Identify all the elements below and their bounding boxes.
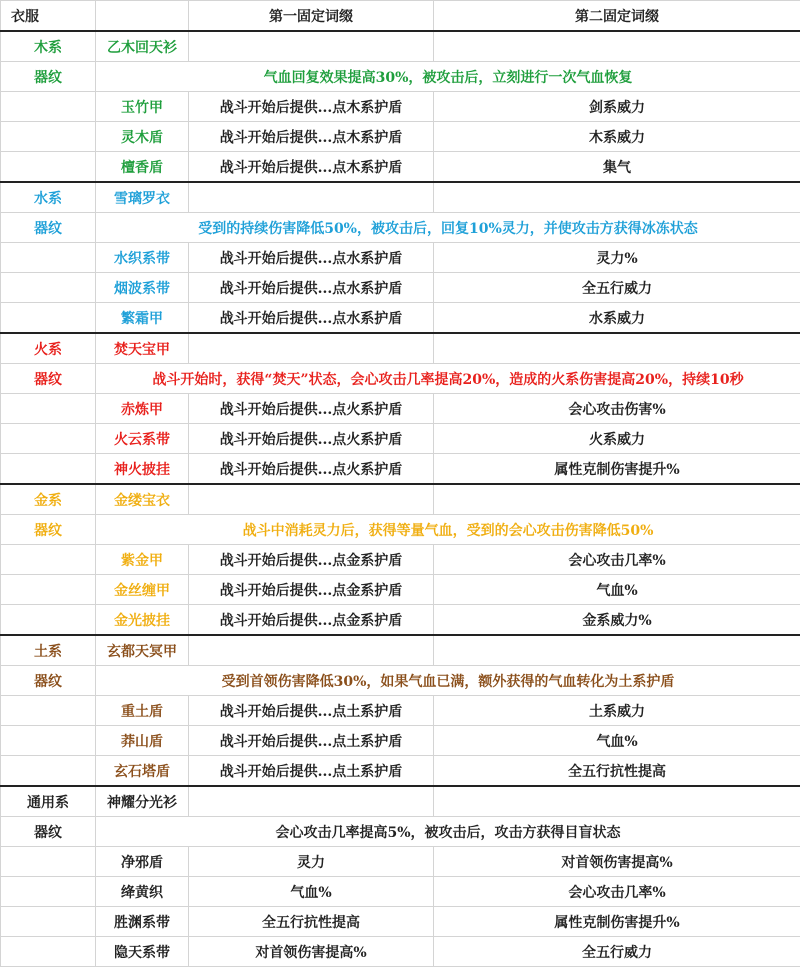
affix-1: 灵力 xyxy=(189,847,434,877)
affix-2: 对首领伤害提高% xyxy=(434,847,800,877)
element-row xyxy=(1,182,800,213)
item-row xyxy=(1,756,800,787)
element-name: 通用系 xyxy=(1,786,96,817)
item-row xyxy=(1,394,800,424)
empty-cell xyxy=(434,31,800,62)
affix-1: 对首领伤害提高% xyxy=(189,937,434,967)
empty-cell xyxy=(189,182,434,213)
wen-label: 器纹 xyxy=(1,817,96,847)
empty-cell xyxy=(1,545,96,575)
wen-label: 器纹 xyxy=(1,364,96,394)
affix-1: 气血% xyxy=(189,877,434,907)
empty-cell xyxy=(189,635,434,666)
empty-cell xyxy=(1,575,96,605)
wen-label: 器纹 xyxy=(1,62,96,92)
empty-cell xyxy=(1,122,96,152)
affix-1: 战斗开始后提供...点木系护盾 xyxy=(189,152,434,183)
item-name: 火云系带 xyxy=(96,424,189,454)
affix-2: 金系威力% xyxy=(434,605,800,636)
item-row xyxy=(1,907,800,937)
header-costume: 衣服 xyxy=(1,1,96,32)
item-row xyxy=(1,273,800,303)
wen-row xyxy=(1,817,800,847)
item-row xyxy=(1,454,800,485)
wen-effect: 受到首领伤害降低30%，如果气血已满，额外获得的气血转化为土系护盾 xyxy=(96,666,800,696)
wen-row xyxy=(1,62,800,92)
empty-cell xyxy=(1,847,96,877)
wen-effect: 受到的持续伤害降低50%，被攻击后，回复10%灵力，并使攻击方获得冰冻状态 xyxy=(96,213,800,243)
item-name: 水织系带 xyxy=(96,243,189,273)
empty-cell xyxy=(1,92,96,122)
element-row xyxy=(1,31,800,62)
affix-1: 战斗开始后提供...点火系护盾 xyxy=(189,394,434,424)
item-name: 莽山盾 xyxy=(96,726,189,756)
item-name: 隐天系带 xyxy=(96,937,189,967)
affix-1: 战斗开始后提供...点木系护盾 xyxy=(189,122,434,152)
affix-2: 全五行抗性提高 xyxy=(434,756,800,787)
affix-1: 战斗开始后提供...点火系护盾 xyxy=(189,454,434,485)
affix-1: 战斗开始后提供...点土系护盾 xyxy=(189,696,434,726)
item-row xyxy=(1,243,800,273)
affix-2: 会心攻击几率% xyxy=(434,545,800,575)
affix-2: 火系威力 xyxy=(434,424,800,454)
item-name: 胜渊系带 xyxy=(96,907,189,937)
empty-cell xyxy=(1,152,96,183)
affix-1: 战斗开始后提供...点火系护盾 xyxy=(189,424,434,454)
affix-1: 战斗开始后提供...点金系护盾 xyxy=(189,575,434,605)
item-row xyxy=(1,726,800,756)
element-row xyxy=(1,635,800,666)
empty-cell xyxy=(1,424,96,454)
affix-1: 战斗开始后提供...点金系护盾 xyxy=(189,545,434,575)
empty-cell xyxy=(434,182,800,213)
empty-cell xyxy=(434,635,800,666)
affix-1: 战斗开始后提供...点水系护盾 xyxy=(189,303,434,334)
costume-name: 雪璃罗衣 xyxy=(96,182,189,213)
empty-cell xyxy=(1,605,96,636)
affix-1: 战斗开始后提供...点土系护盾 xyxy=(189,756,434,787)
empty-cell xyxy=(189,333,434,364)
affix-2: 集气 xyxy=(434,152,800,183)
affix-2: 属性克制伤害提升% xyxy=(434,907,800,937)
item-row xyxy=(1,545,800,575)
empty-cell xyxy=(1,243,96,273)
element-row xyxy=(1,484,800,515)
item-name: 灵木盾 xyxy=(96,122,189,152)
item-row xyxy=(1,696,800,726)
element-name: 土系 xyxy=(1,635,96,666)
empty-cell xyxy=(1,877,96,907)
costume-name: 玄都天冥甲 xyxy=(96,635,189,666)
item-row xyxy=(1,152,800,183)
wen-label: 器纹 xyxy=(1,515,96,545)
item-row xyxy=(1,877,800,907)
item-name: 玉竹甲 xyxy=(96,92,189,122)
wen-row xyxy=(1,515,800,545)
empty-cell xyxy=(1,937,96,967)
element-row xyxy=(1,333,800,364)
affix-1: 战斗开始后提供...点木系护盾 xyxy=(189,92,434,122)
wen-effect: 战斗开始时，获得“焚天”状态，会心攻击几率提高20%，造成的火系伤害提高20%，持续10秒 xyxy=(96,364,800,394)
empty-cell xyxy=(1,273,96,303)
empty-cell xyxy=(1,726,96,756)
affix-1: 全五行抗性提高 xyxy=(189,907,434,937)
item-name: 檀香盾 xyxy=(96,152,189,183)
wen-label: 器纹 xyxy=(1,213,96,243)
wen-row xyxy=(1,666,800,696)
item-row xyxy=(1,303,800,334)
item-name: 金光披挂 xyxy=(96,605,189,636)
item-name: 重土盾 xyxy=(96,696,189,726)
affix-2: 会心攻击伤害% xyxy=(434,394,800,424)
item-name: 绛黄织 xyxy=(96,877,189,907)
empty-cell xyxy=(1,303,96,334)
affix-2: 全五行威力 xyxy=(434,273,800,303)
item-name: 烟波系带 xyxy=(96,273,189,303)
item-name: 紫金甲 xyxy=(96,545,189,575)
empty-cell xyxy=(434,333,800,364)
empty-cell xyxy=(1,756,96,787)
item-name: 繁霜甲 xyxy=(96,303,189,334)
element-name: 水系 xyxy=(1,182,96,213)
empty-cell xyxy=(1,454,96,485)
item-name: 玄石塔盾 xyxy=(96,756,189,787)
item-row xyxy=(1,847,800,877)
item-row xyxy=(1,424,800,454)
costume-name: 神耀分光衫 xyxy=(96,786,189,817)
item-row xyxy=(1,92,800,122)
wen-row xyxy=(1,213,800,243)
empty-cell xyxy=(434,484,800,515)
affix-2: 气血% xyxy=(434,726,800,756)
affix-2: 土系威力 xyxy=(434,696,800,726)
affix-2: 剑系威力 xyxy=(434,92,800,122)
header-affix-1: 第一固定词缀 xyxy=(189,1,434,32)
item-name: 净邪盾 xyxy=(96,847,189,877)
element-name: 金系 xyxy=(1,484,96,515)
item-name: 赤炼甲 xyxy=(96,394,189,424)
affix-2: 水系威力 xyxy=(434,303,800,334)
empty-cell xyxy=(189,31,434,62)
empty-cell xyxy=(189,484,434,515)
element-row xyxy=(1,786,800,817)
element-name: 木系 xyxy=(1,31,96,62)
affix-2: 木系威力 xyxy=(434,122,800,152)
empty-cell xyxy=(1,696,96,726)
item-row xyxy=(1,937,800,967)
empty-cell xyxy=(189,786,434,817)
wen-label: 器纹 xyxy=(1,666,96,696)
affix-1: 战斗开始后提供...点水系护盾 xyxy=(189,243,434,273)
affix-1: 战斗开始后提供...点金系护盾 xyxy=(189,605,434,636)
header-row xyxy=(1,1,800,32)
affix-2: 全五行威力 xyxy=(434,937,800,967)
item-row xyxy=(1,575,800,605)
costume-name: 焚天宝甲 xyxy=(96,333,189,364)
affix-2: 属性克制伤害提升% xyxy=(434,454,800,485)
item-row xyxy=(1,122,800,152)
item-name: 金丝缠甲 xyxy=(96,575,189,605)
wen-effect: 会心攻击几率提高5%，被攻击后，攻击方获得目盲状态 xyxy=(96,817,800,847)
header-affix-2: 第二固定词缀 xyxy=(434,1,800,32)
empty-cell xyxy=(1,394,96,424)
item-row xyxy=(1,605,800,636)
item-name: 神火披挂 xyxy=(96,454,189,485)
element-name: 火系 xyxy=(1,333,96,364)
header-blank xyxy=(96,1,189,32)
affix-2: 气血% xyxy=(434,575,800,605)
wen-effect: 气血回复效果提高30%，被攻击后，立刻进行一次气血恢复 xyxy=(96,62,800,92)
affix-2: 灵力% xyxy=(434,243,800,273)
affix-2: 会心攻击几率% xyxy=(434,877,800,907)
costume-name: 乙木回天衫 xyxy=(96,31,189,62)
empty-cell xyxy=(434,786,800,817)
empty-cell xyxy=(1,907,96,937)
affix-1: 战斗开始后提供...点土系护盾 xyxy=(189,726,434,756)
wen-row xyxy=(1,364,800,394)
costume-name: 金缕宝衣 xyxy=(96,484,189,515)
affix-1: 战斗开始后提供...点水系护盾 xyxy=(189,273,434,303)
wen-effect: 战斗中消耗灵力后，获得等量气血，受到的会心攻击伤害降低50% xyxy=(96,515,800,545)
